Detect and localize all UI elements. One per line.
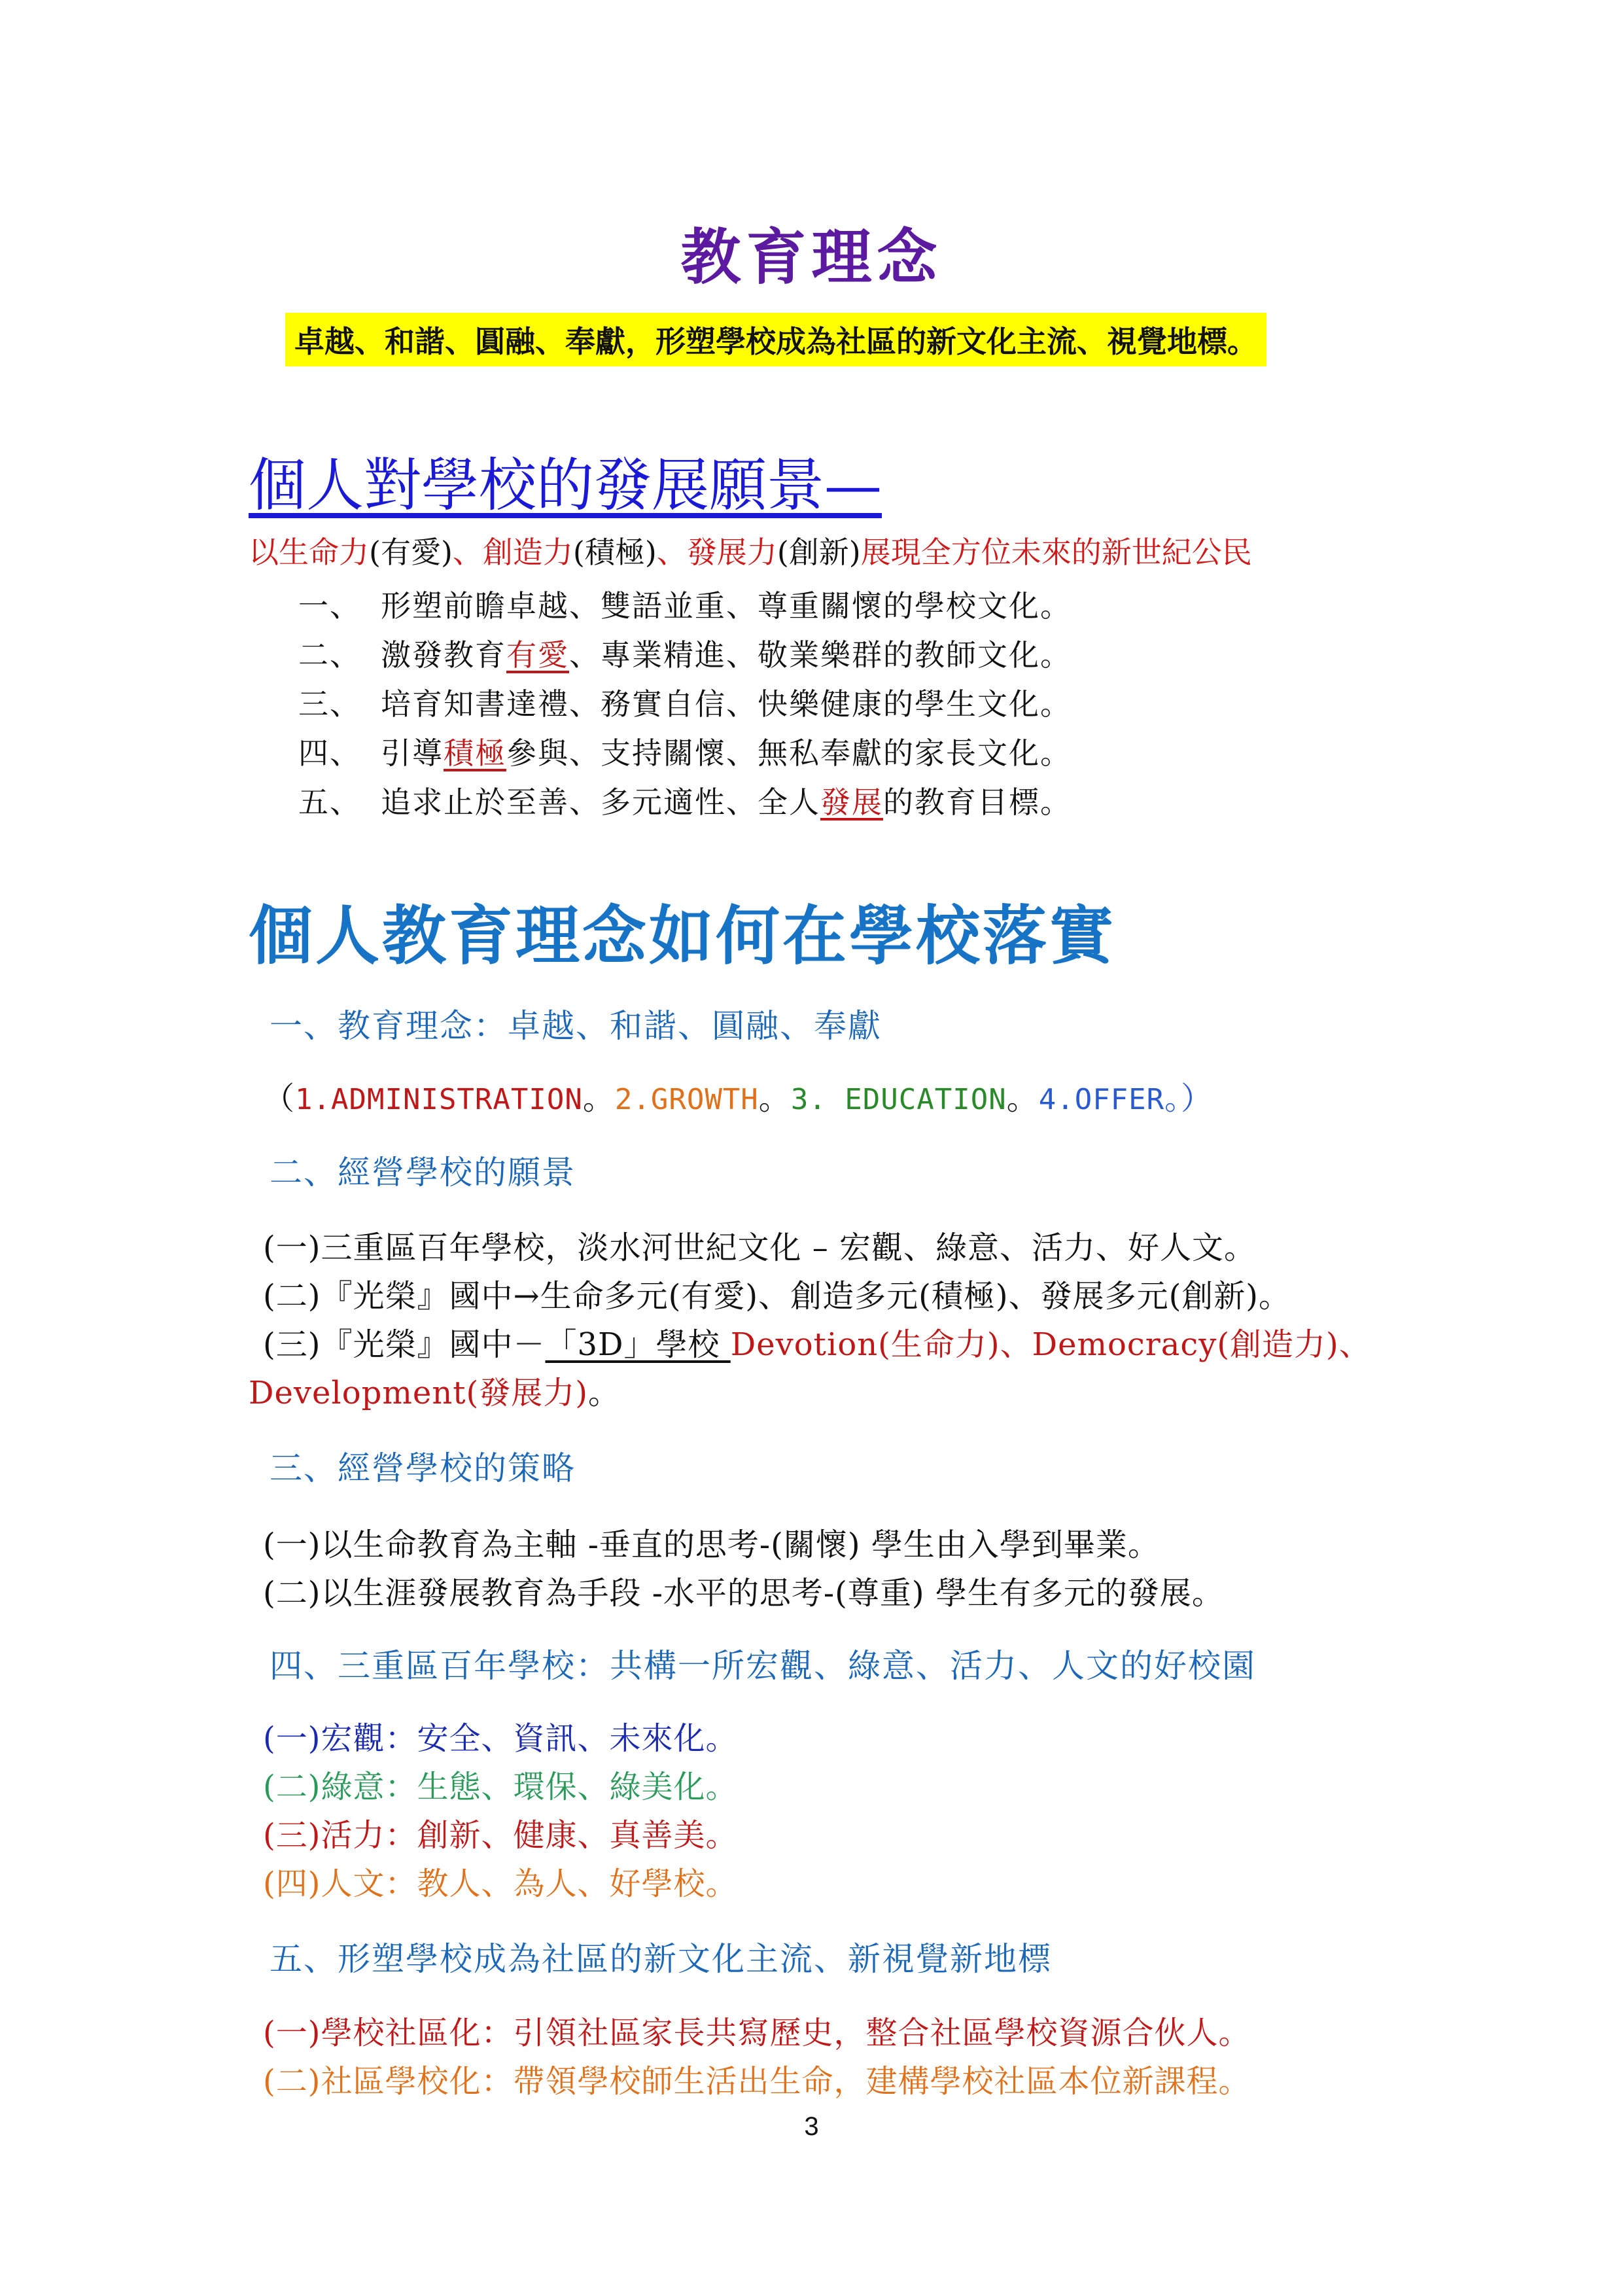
page-number: 3 [804, 2112, 819, 2141]
paren-open: （ [263, 1080, 296, 1117]
vision-item-text: 培育知書達禮、務實自信、快樂健康的學生文化。 [381, 686, 1072, 722]
vision-item-text: 激發教育 [381, 637, 506, 673]
section-5-line: (一)學校社區化：引領社區家長共寫歷史，整合社區學校資源合伙人。 [263, 2015, 1251, 2051]
3d-keywords: Devotion(生命力)、Democracy(創造力)、 [730, 1326, 1371, 1363]
vision-sub-part: 以生命力 [249, 535, 369, 570]
vision-item-text: 形塑前瞻卓越、雙語並重、尊重關懷的學校文化。 [381, 588, 1072, 624]
section-2-title: 二、經營學校的願景 [270, 1154, 576, 1192]
separator: 。 [1006, 1080, 1039, 1117]
separator: 。 [582, 1080, 615, 1117]
section-4-title: 四、三重區百年學校：共構一所宏觀、綠意、活力、人文的好校園 [270, 1647, 1256, 1685]
vision-item-text: 的教育目標。 [883, 785, 1072, 820]
section-4-line: (三)活力：創新、健康、真善美。 [263, 1817, 738, 1854]
vision-item-number: 二、 [298, 637, 361, 673]
vision-item [298, 582, 1072, 626]
section-5-title: 五、形塑學校成為社區的新文化主流、新視覺新地標 [270, 1940, 1052, 1978]
vision-item [298, 680, 1072, 724]
vision-item [298, 730, 1072, 773]
vision-item-text: 參與、支持關懷、無私奉獻的家長文化。 [506, 735, 1072, 771]
vision-item-highlight: 有愛 [506, 637, 569, 673]
3d-school-label: 「3D」學校 [545, 1326, 731, 1363]
section-2-line [249, 1368, 620, 1413]
vision-sub-part: 展現全方位未來的新世紀公民 [860, 535, 1252, 570]
vision-heading: 個人對學校的發展願景— [249, 451, 882, 519]
vision-item-text: 、專業精進、敬業樂群的教師文化。 [569, 637, 1072, 673]
section-3-line: (二)以生涯發展教育為手段 -水平的思考-(尊重) 學生有多元的發展。 [263, 1575, 1224, 1612]
practice-heading: 個人教育理念如何在學校落實 [249, 898, 1117, 974]
section-3-line: (一)以生命教育為主軸 -垂直的思考-(關懷) 學生由入學到畢業。 [263, 1527, 1160, 1563]
section-2-line [263, 1319, 1371, 1364]
vision-sub-part: (有愛) [369, 535, 453, 570]
motto-banner: 卓越、和諧、圓融、奉獻，形塑學校成為社區的新文化主流、視覺地標。 [285, 313, 1266, 366]
section-4-line: (一)宏觀：安全、資訊、未來化。 [263, 1720, 738, 1757]
section-3-title: 三、經營學校的策略 [270, 1449, 576, 1487]
section-5-line: (二)社區學校化：帶領學校師生活出生命，建構學校社區本位新課程。 [263, 2063, 1251, 2100]
keyword-administration: 1.ADMINISTRATION [295, 1083, 583, 1116]
vision-subtitle [249, 529, 1252, 572]
vision-sub-part: (積極) [572, 535, 657, 570]
vision-item-number: 三、 [298, 686, 361, 722]
vision-item-number: 一、 [298, 588, 361, 624]
vision-sub-part: (創新) [777, 535, 861, 570]
keyword-education: 3. EDUCATION [790, 1083, 1007, 1116]
vision-item-highlight: 積極 [444, 735, 506, 771]
vision-item [298, 779, 1072, 822]
section-2-line: (二)『光榮』國中→生命多元(有愛)、創造多元(積極)、發展多元(創新)。 [263, 1278, 1291, 1315]
section-2-line-part: (三)『光榮』國中－ [263, 1326, 546, 1363]
page-title: 教育理念 [680, 222, 943, 292]
vision-item-number: 四、 [298, 735, 361, 771]
vision-item [298, 631, 1072, 675]
period: 。 [587, 1375, 620, 1411]
vision-sub-part: 、創造力 [452, 535, 573, 570]
vision-item-highlight: 發展 [820, 785, 883, 820]
vision-item-text: 追求止於至善、多元適性、全人 [381, 785, 820, 820]
section-4-line: (四)人文：教人、為人、好學校。 [263, 1865, 738, 1902]
vision-item-number: 五、 [298, 785, 361, 820]
vision-sub-part: 、發展力 [656, 535, 777, 570]
keyword-growth: 2.GROWTH [614, 1083, 759, 1116]
3d-keywords: Development(發展力) [249, 1375, 588, 1411]
section-2-line: (一)三重區百年學校，淡水河世紀文化 – 宏觀、綠意、活力、好人文。 [263, 1229, 1256, 1266]
section-1-title: 一、教育理念：卓越、和諧、圓融、奉獻 [270, 1007, 882, 1045]
paren-close: 。） [1164, 1080, 1213, 1117]
separator: 。 [758, 1080, 791, 1117]
vision-item-text: 引導 [381, 735, 444, 771]
section-4-line: (二)綠意：生態、環保、綠美化。 [263, 1769, 738, 1805]
keyword-offer: 4.OFFER [1038, 1083, 1165, 1116]
section-1-keywords [263, 1073, 1213, 1118]
